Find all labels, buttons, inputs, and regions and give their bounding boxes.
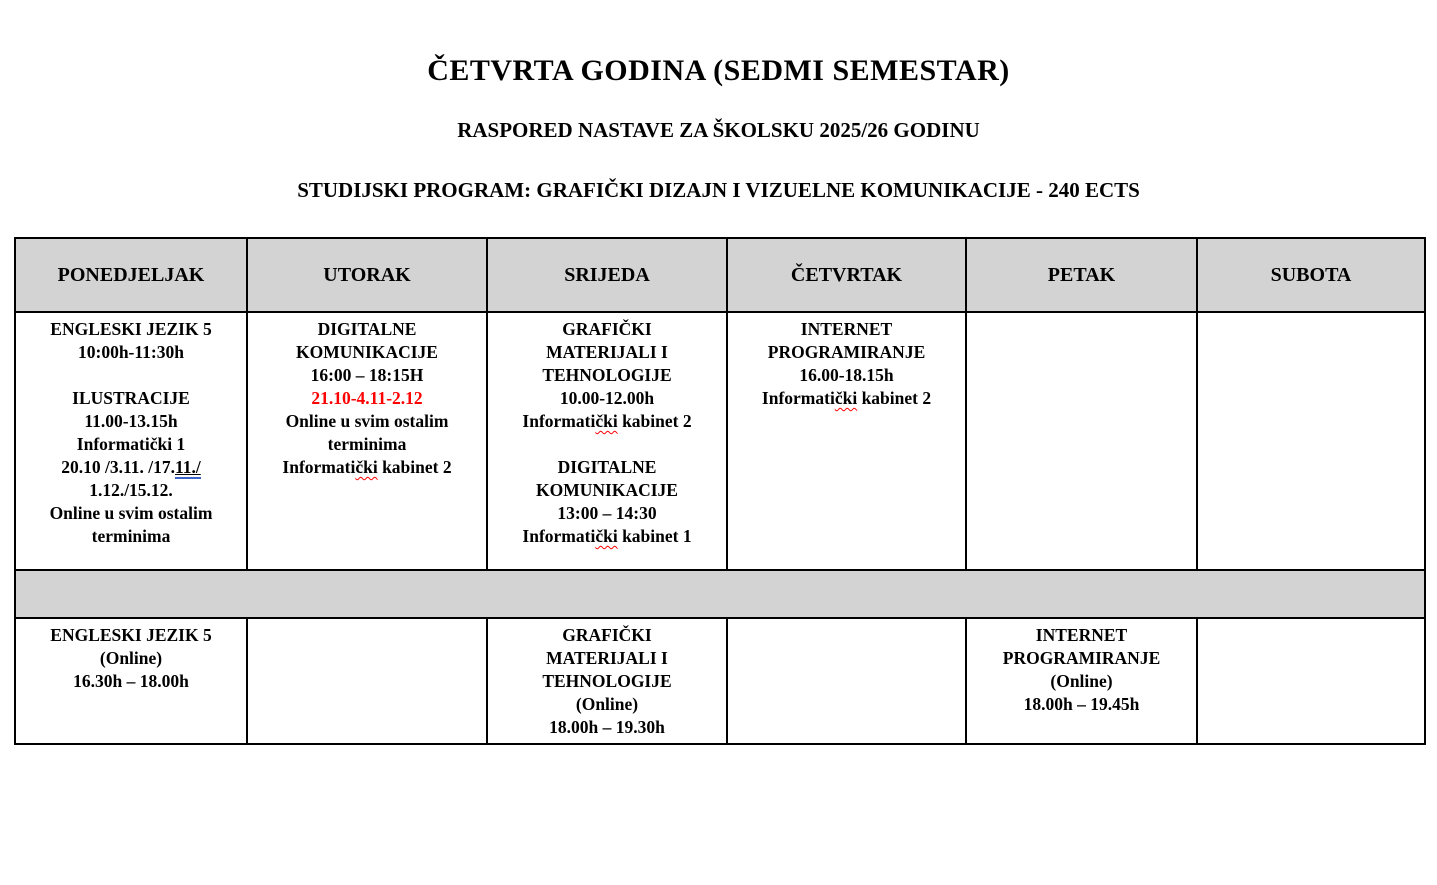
text-segment: 10:00h-11:30h <box>78 342 184 362</box>
text-segment: (Online) <box>1050 671 1113 691</box>
text-segment: 1.12./15.12. <box>89 480 173 500</box>
schedule-line <box>492 410 722 433</box>
schedule-line <box>732 387 961 410</box>
document-header <box>0 54 1437 202</box>
text-segment: 13:00 – 14:30 <box>557 503 657 523</box>
day-header-wednesday: SRIJEDA <box>487 238 727 312</box>
schedule-line <box>20 624 242 647</box>
schedule-line <box>492 647 722 670</box>
schedule-line <box>492 479 722 502</box>
text-segment: kabinet 1 <box>617 526 692 546</box>
text-segment: ILUSTRACIJE <box>72 388 190 408</box>
schedule-line <box>492 624 722 647</box>
text-segment: 16:00 – 18:15H <box>310 365 424 385</box>
schedule-line <box>492 693 722 716</box>
schedule-line <box>20 364 242 387</box>
text-segment: TEHNOLOGIJE <box>542 365 672 385</box>
schedule-row-2 <box>15 618 1425 744</box>
text-segment: 18.00h – 19.30h <box>549 717 665 737</box>
text-segment: 16.00-18.15h <box>799 365 894 385</box>
text-segment: PROGRAMIRANJE <box>1002 648 1161 668</box>
schedule-line <box>252 341 482 364</box>
text-segment: INTERNET <box>1035 625 1128 645</box>
schedule-line <box>252 364 482 387</box>
schedule-line <box>492 716 722 739</box>
day-header-saturday: SUBOTA <box>1197 238 1425 312</box>
text-segment: DIGITALNE <box>557 457 657 477</box>
cell-tuesday-row1 <box>247 312 487 570</box>
spellcheck-underlined-text: čki <box>595 526 618 546</box>
spellcheck-underlined-text: čki <box>595 411 618 431</box>
schedule-line <box>492 525 722 548</box>
text-segment: Online u svim ostalim <box>285 411 449 431</box>
separator-cell <box>15 570 1425 618</box>
cell-monday-row2 <box>15 618 247 744</box>
day-header-friday: PETAK <box>966 238 1197 312</box>
text-segment: terminima <box>327 434 407 454</box>
text-segment: (Online) <box>575 694 639 714</box>
schedule-line <box>20 341 242 364</box>
schedule-line <box>732 341 961 364</box>
schedule-line <box>492 456 722 479</box>
schedule-line <box>20 410 242 433</box>
text-segment: kabinet 2 <box>617 411 692 431</box>
cell-thursday-row1 <box>727 312 966 570</box>
schedule-line <box>732 318 961 341</box>
day-header-thursday: ČETVRTAK <box>727 238 966 312</box>
page-title: ČETVRTA GODINA (SEDMI SEMESTAR) <box>427 54 1010 87</box>
cell-saturday-row1 <box>1197 312 1425 570</box>
cell-friday-row2 <box>966 618 1197 744</box>
separator-row <box>15 570 1425 618</box>
text-segment: GRAFIČKI <box>562 319 652 339</box>
highlighted-dates-text: 21.10-4.11-2.12 <box>311 388 423 408</box>
cell-tuesday-row2 <box>247 618 487 744</box>
text-segment: ENGLESKI JEZIK 5 <box>50 319 212 339</box>
schedule-line <box>492 341 722 364</box>
text-segment: Informati <box>522 411 596 431</box>
text-segment: MATERIJALI I <box>546 648 668 668</box>
spellcheck-underlined-text: čki <box>834 388 858 408</box>
schedule-line <box>971 647 1192 670</box>
schedule-line <box>20 670 242 693</box>
date-link-underline: 11./ <box>174 457 201 477</box>
schedule-line <box>492 502 722 525</box>
day-header-tuesday: UTORAK <box>247 238 487 312</box>
schedule-line <box>492 387 722 410</box>
schedule-line <box>492 670 722 693</box>
text-segment: KOMUNIKACIJE <box>296 342 438 362</box>
cell-thursday-row2 <box>727 618 966 744</box>
text-segment: KOMUNIKACIJE <box>536 480 678 500</box>
schedule-line <box>20 456 242 479</box>
text-segment: 11.00-13.15h <box>84 411 178 431</box>
subtitle-school-year: RASPORED NASTAVE ZA ŠKOLSKU 2025/26 GODINU <box>457 118 980 142</box>
weekly-timetable <box>14 237 1426 745</box>
text-segment: 16.30h – 18.00h <box>73 671 189 691</box>
text-segment: MATERIJALI I <box>546 342 668 362</box>
schedule-row-1 <box>15 312 1425 570</box>
text-segment: DIGITALNE <box>317 319 417 339</box>
text-segment: ENGLESKI JEZIK 5 <box>50 625 212 645</box>
text-segment: (Online) <box>99 648 163 668</box>
text-segment: TEHNOLOGIJE <box>542 671 672 691</box>
schedule-line <box>20 318 242 341</box>
day-header-row <box>15 238 1425 312</box>
schedule-line <box>732 364 961 387</box>
text-segment: 20.10 /3.11. /17. <box>61 457 175 477</box>
cell-wednesday-row2 <box>487 618 727 744</box>
cell-wednesday-row1 <box>487 312 727 570</box>
schedule-line <box>971 624 1192 647</box>
schedule-line <box>252 410 482 433</box>
schedule-line <box>492 318 722 341</box>
cell-friday-row1 <box>966 312 1197 570</box>
cell-monday-row1 <box>15 312 247 570</box>
text-segment: GRAFIČKI <box>562 625 652 645</box>
text-segment: Online u svim ostalim <box>49 503 213 523</box>
schedule-line <box>252 456 482 479</box>
schedule-line <box>971 693 1192 716</box>
schedule-line <box>971 670 1192 693</box>
schedule-line <box>20 433 242 456</box>
text-segment: kabinet 2 <box>857 388 932 408</box>
text-segment: Informati <box>282 457 356 477</box>
schedule-line <box>20 479 242 502</box>
text-segment: Informati <box>761 388 835 408</box>
schedule-line <box>252 433 482 456</box>
text-segment: Informatički 1 <box>76 434 186 454</box>
text-segment: terminima <box>91 526 171 546</box>
schedule-line <box>252 318 482 341</box>
text-segment: kabinet 2 <box>377 457 452 477</box>
cell-saturday-row2 <box>1197 618 1425 744</box>
schedule-line <box>20 502 242 525</box>
spellcheck-underlined-text: čki <box>355 457 378 477</box>
text-segment: 18.00h – 19.45h <box>1023 694 1140 714</box>
schedule-line <box>20 525 242 548</box>
schedule-line <box>20 387 242 410</box>
schedule-line <box>252 387 482 410</box>
text-segment: 10.00-12.00h <box>559 388 655 408</box>
schedule-line <box>492 433 722 456</box>
schedule-line <box>492 364 722 387</box>
day-header-monday: PONEDJELJAK <box>15 238 247 312</box>
text-segment: INTERNET <box>800 319 893 339</box>
text-segment: PROGRAMIRANJE <box>767 342 926 362</box>
subtitle-study-program: STUDIJSKI PROGRAM: GRAFIČKI DIZAJN I VIZUELNE KOMUNIKACIJE - 240 ECTS <box>297 178 1140 202</box>
text-segment: Informati <box>522 526 596 546</box>
schedule-line <box>20 647 242 670</box>
